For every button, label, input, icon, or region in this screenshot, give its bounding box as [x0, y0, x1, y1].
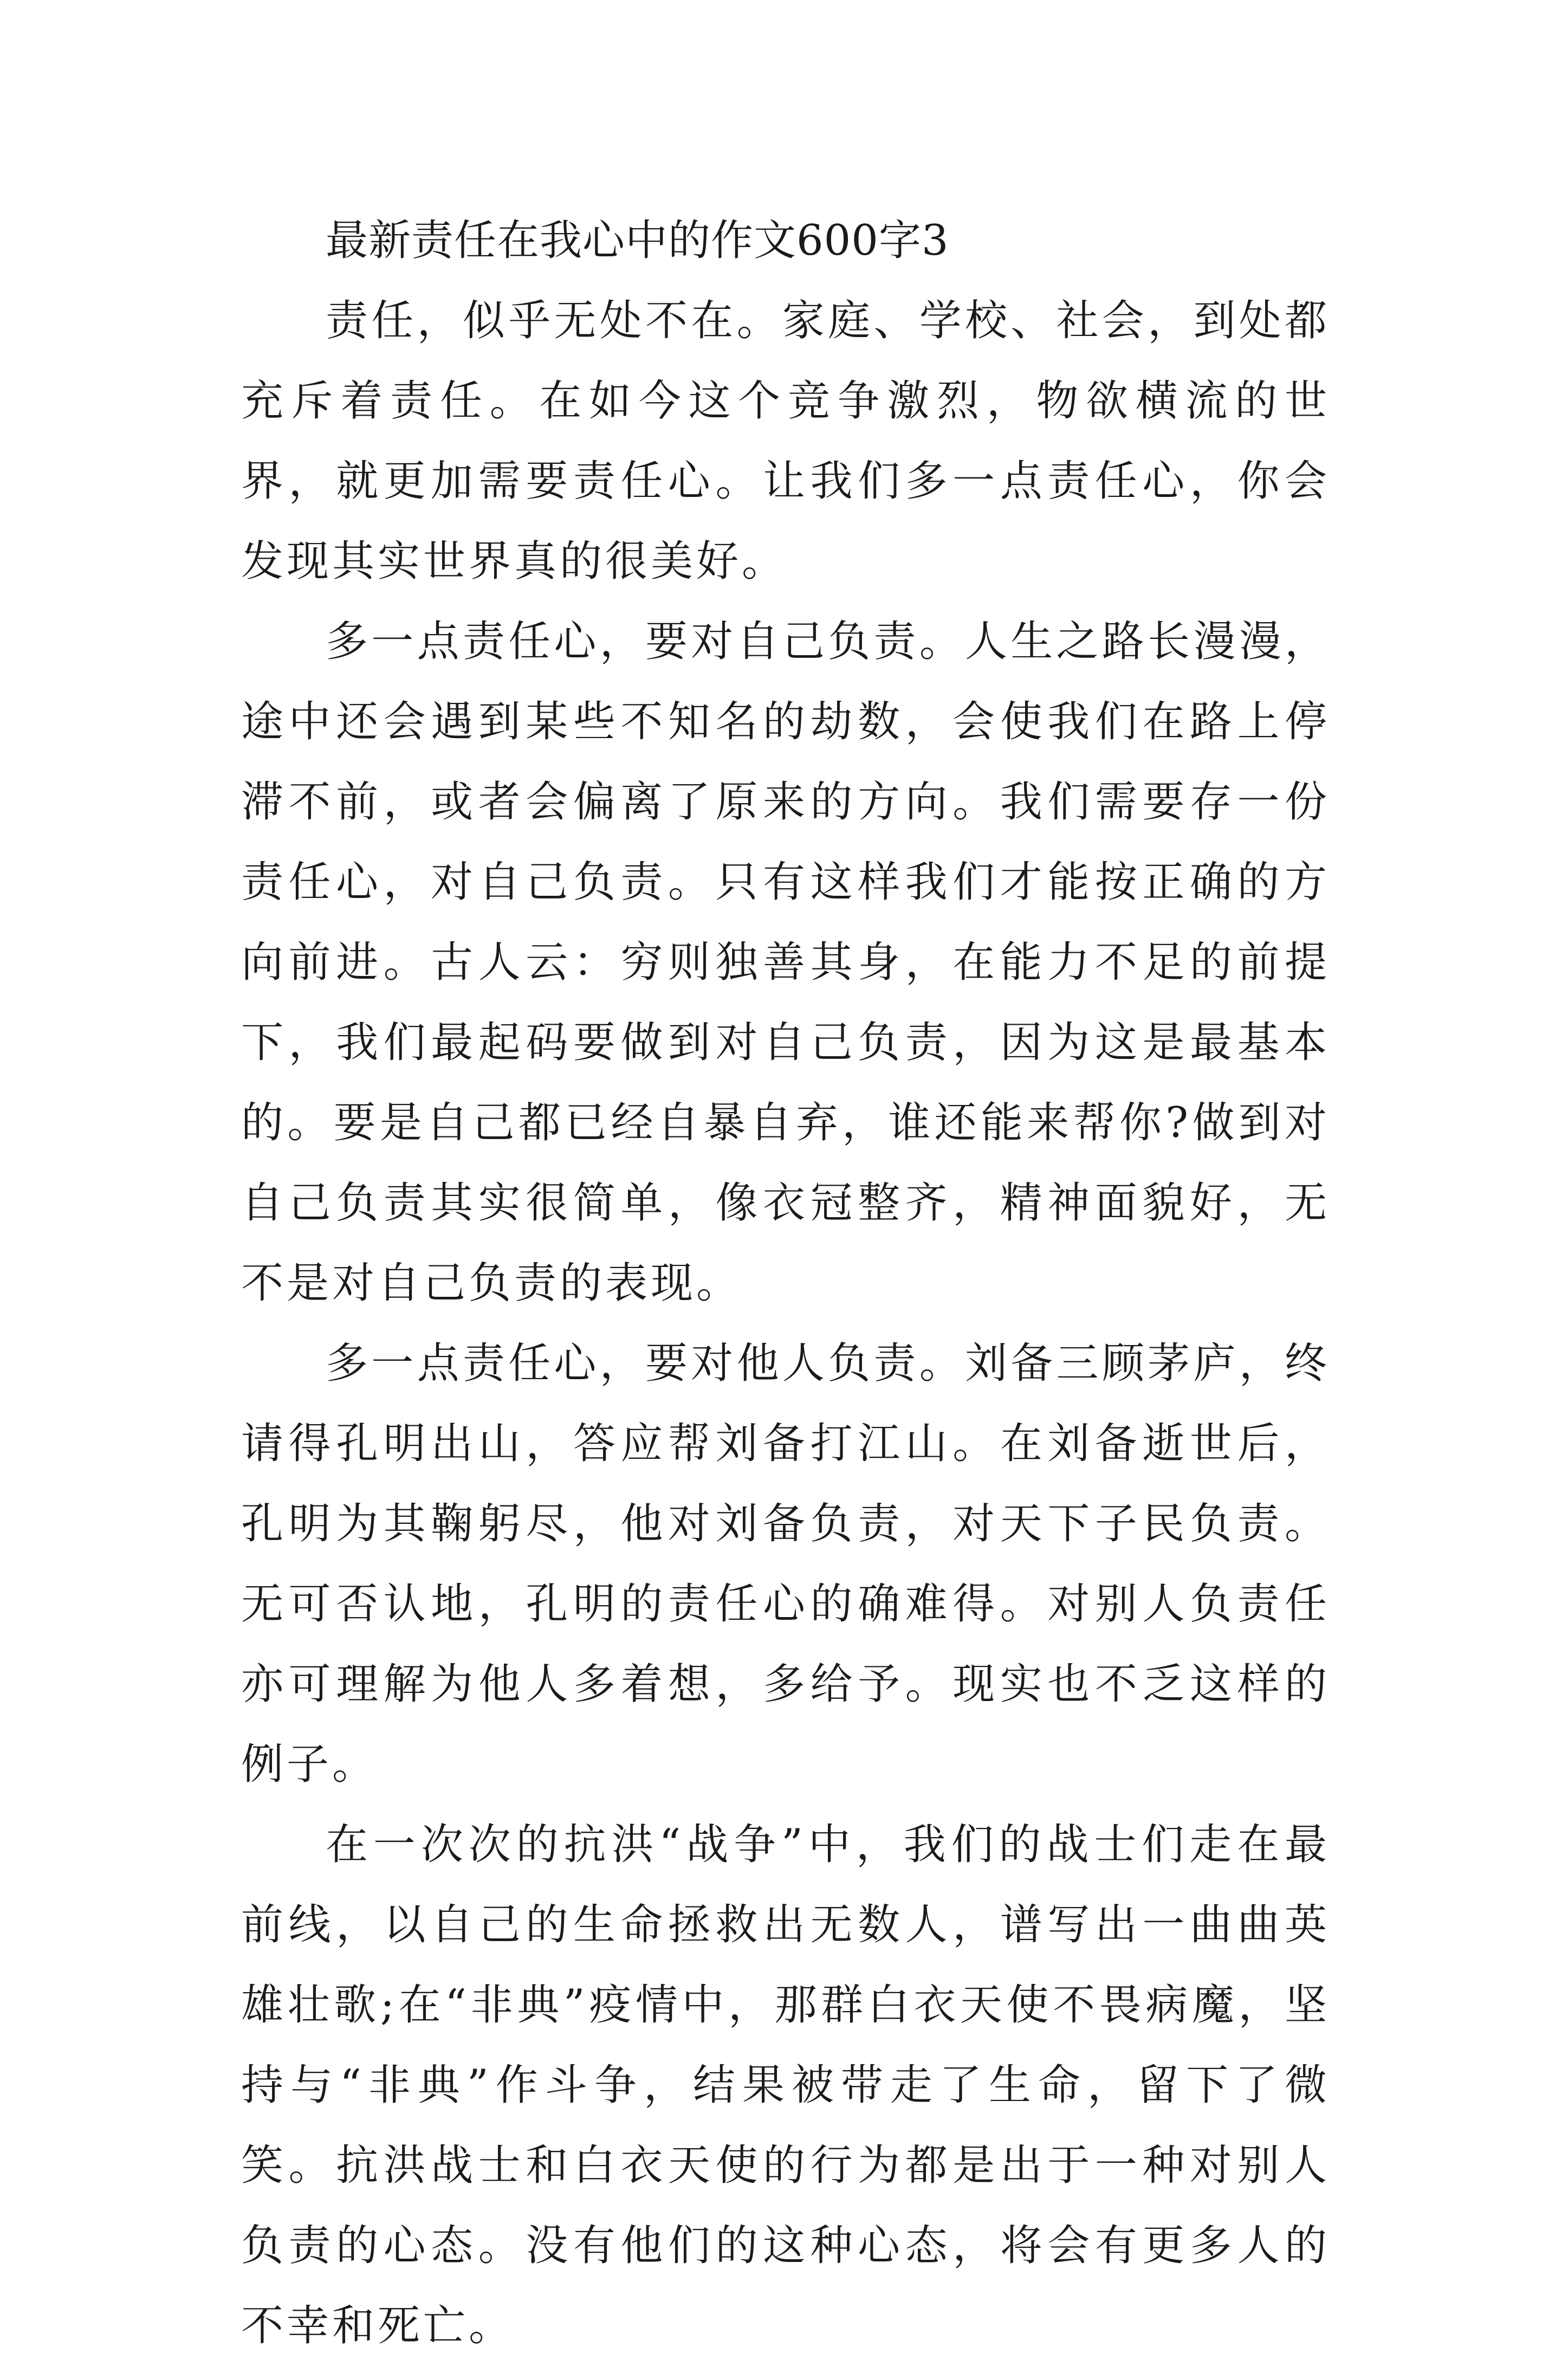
paragraph-4: 在一次次的抗洪“战争”中，我们的战士们走在最前线，以自己的生命拯救出无数人，谱写出一曲曲英雄壮歌;在“非典”疫情中，那群白衣天使不畏病魔，坚持与“非典”作斗争，结果被带走了生命，留下了微笑。抗洪战士和白衣天使的行为都是出于一种对别人负责的心态。没有他们的这种心态，将会有更多人的不幸和死亡。 [241, 1820, 1330, 2350]
paragraph-1: 责任，似乎无处不在。家庭、学校、社会，到处都充斥着责任。在如今这个竞争激烈，物欲横流的世界，就更加需要责任心。让我们多一点责任心，你会发现其实世界真的很美好。 [241, 296, 1330, 586]
paragraph-2: 多一点责任心，要对自己负责。人生之路长漫漫，途中还会遇到某些不知名的劫数，会使我们在路上停滞不前，或者会偏离了原来的方向。我们需要存一份责任心，对自己负责。只有这样我们才能按正确的方向前进。古人云：穷则独善其身，在能力不足的前提下，我们最起码要做到对自己负责，因为这是最基本的。要是自己都已经自暴自弃，谁还能来帮你?做到对自己负责其实很简单，像衣冠整齐，精神面貌好，无不是对自己负责的表现。 [241, 617, 1330, 1308]
document-body [241, 201, 1330, 2366]
document-title: 最新责任在我心中的作文600字3 [326, 216, 949, 265]
paragraph-3: 多一点责任心，要对他人负责。刘备三顾茅庐，终请得孔明出山，答应帮刘备打江山。在刘备逝世后，孔明为其鞠躬尽，他对刘备负责，对天下子民负责。无可否认地，孔明的责任心的确难得。对别人负责任亦可理解为他人多着想，多给予。现实也不乏这样的例子。 [241, 1339, 1330, 1789]
